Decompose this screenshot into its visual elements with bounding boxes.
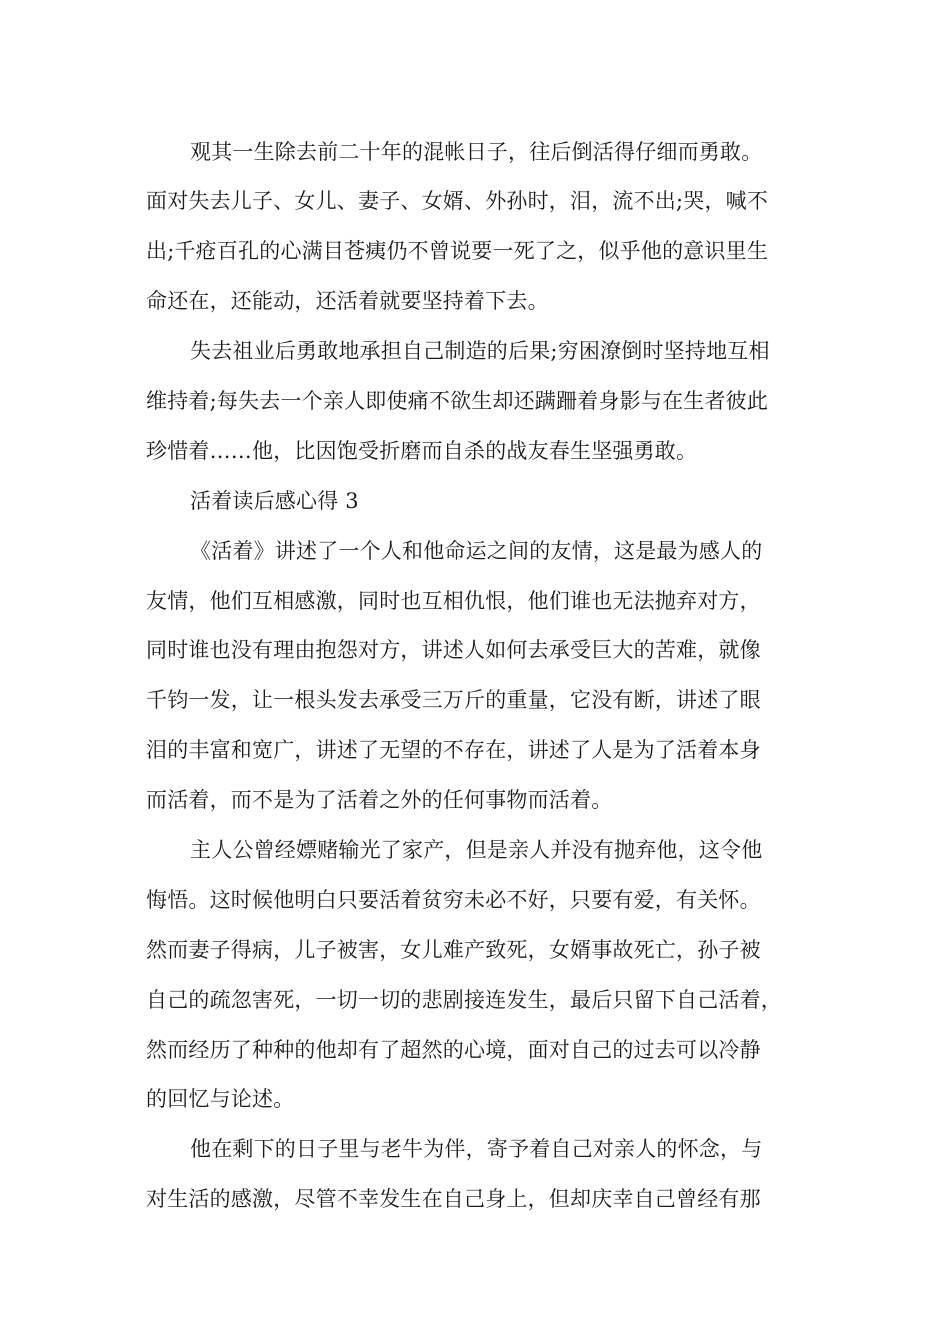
text-line: 珍惜着……他，比因饱受折磨而自杀的战友春生坚强勇敢。	[146, 439, 698, 463]
text-line: 出;千疮百孔的心满目苍痍仍不曾说要一死了之，似乎他的意识里生	[146, 239, 769, 263]
text-line: 维持着;每失去一个亲人即使痛不欲生却还蹒跚着身影与在生者彼此	[146, 389, 769, 413]
text-line: 然而妻子得病，儿子被害，女儿难产致死，女婿事故死亡，孙子被	[146, 938, 761, 962]
text-line: 的回忆与论述。	[146, 1087, 295, 1111]
text-line: 自己的疏忽害死，一切一切的悲剧接连发生，最后只留下自己活着，	[146, 988, 782, 1012]
text-line: 悔悟。这时候他明白只要活着贫穷未必不好，只要有爱，有关怀。	[146, 888, 761, 912]
text-line: 千钧一发，让一根头发去承受三万斤的重量，它没有断，讲述了眼	[146, 688, 761, 712]
text-line: 泪的丰富和宽广，讲述了无望的不存在，讲述了人是为了活着本身	[146, 738, 761, 762]
text-line: 失去祖业后勇敢地承担自己制造的后果;穷困潦倒时坚持地互相	[190, 339, 770, 363]
text-line: 观其一生除去前二十年的混帐日子，往后倒活得仔细而勇敢。	[190, 140, 763, 164]
text-line: 而活着，而不是为了活着之外的任何事物而活着。	[146, 788, 613, 812]
text-line: 主人公曾经嫖赌输光了家产，但是亲人并没有抛弃他，这令他	[190, 838, 763, 862]
text-line: 《活着》讲述了一个人和他命运之间的友情，这是最为感人的	[190, 539, 763, 563]
section-heading: 活着读后感心得 3	[190, 489, 359, 513]
text-line: 他在剩下的日子里与老牛为伴，寄予着自己对亲人的怀念，与	[190, 1137, 763, 1161]
text-line: 同时谁也没有理由抱怨对方，讲述人如何去承受巨大的苦难，就像	[146, 638, 761, 662]
text-line: 然而经历了种种的他却有了超然的心境，面对自己的过去可以冷静	[146, 1038, 761, 1062]
text-line: 对生活的感激，尽管不幸发生在自己身上，但却庆幸自己曾经有那	[146, 1187, 761, 1211]
text-line: 友情，他们互相感激，同时也互相仇恨，他们谁也无法抛弃对方，	[146, 589, 761, 613]
text-line: 面对失去儿子、女儿、妻子、女婿、外孙时，泪，流不出;哭，喊不	[146, 189, 769, 213]
text-line: 命还在，还能动，还活着就要坚持着下去。	[146, 289, 549, 313]
